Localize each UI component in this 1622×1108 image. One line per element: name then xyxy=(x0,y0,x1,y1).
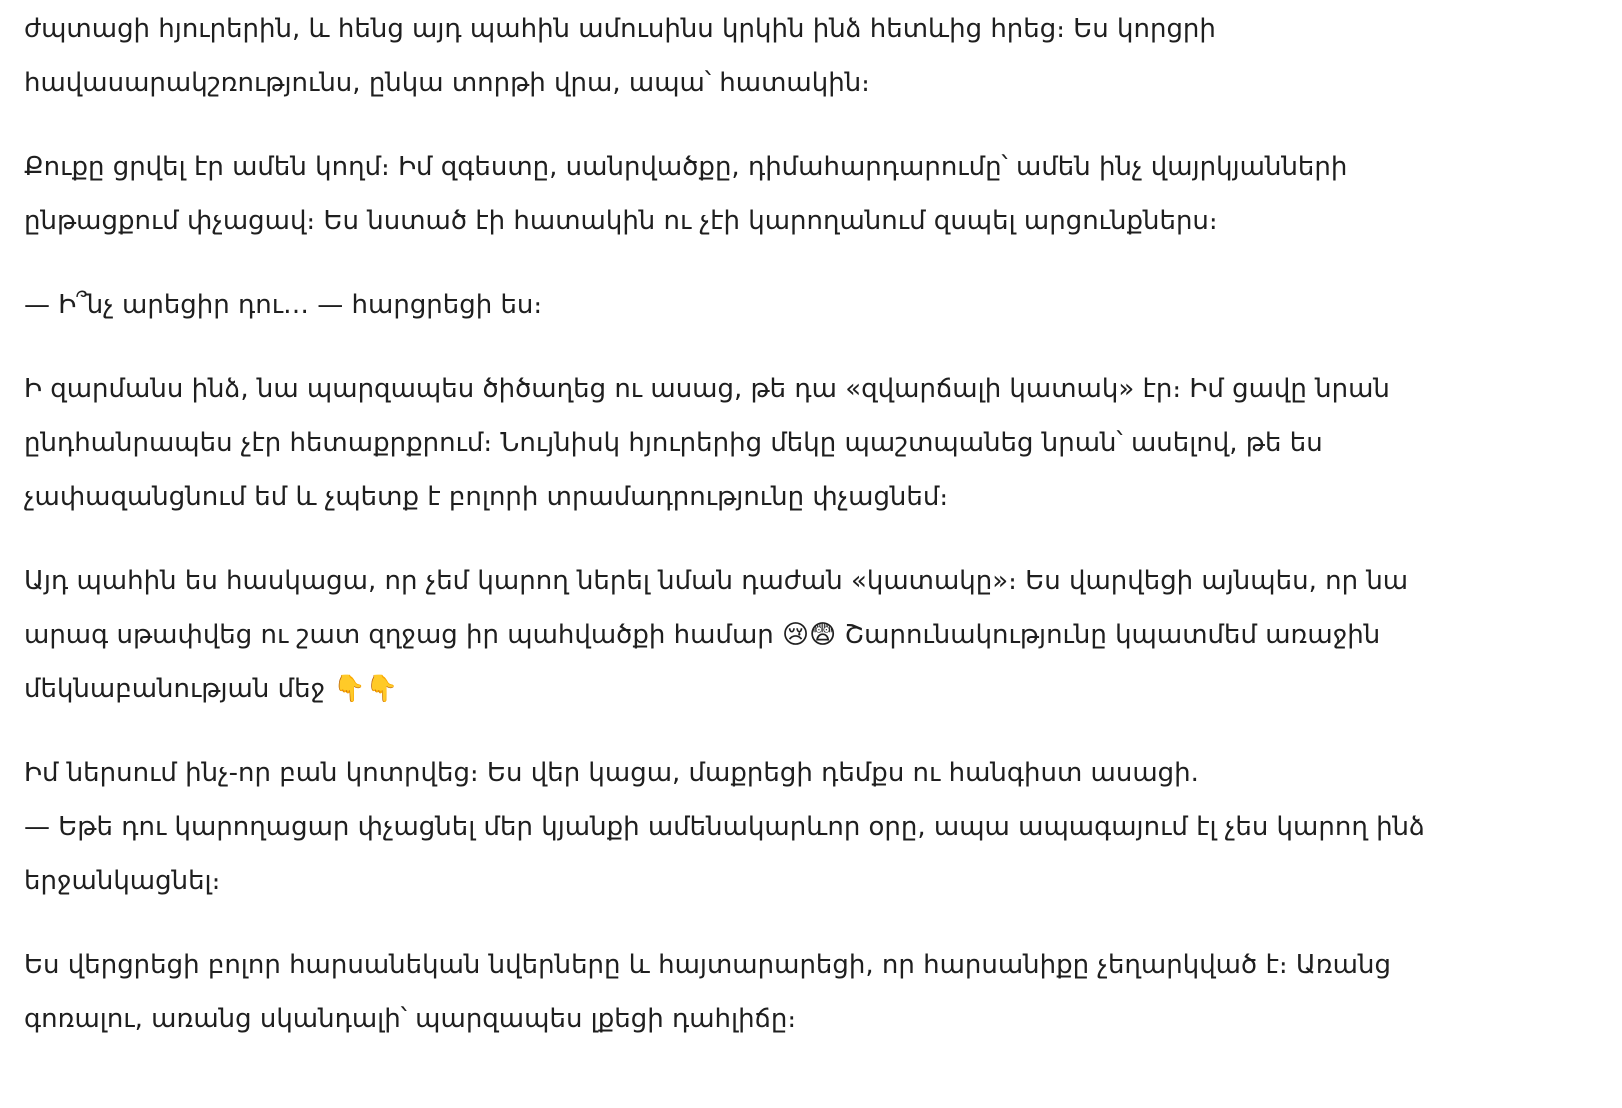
text-line: գոռալու, առանց սկանդալի՝ պարզապես լքեցի դահլիճը։ xyxy=(24,1004,797,1034)
text-line: — Եթե դու կարողացար փչացնել մեր կյանքի ամենակարևոր օրը, ապա ապագայում էլ չես կարող ինձ xyxy=(24,812,1425,842)
text-line: Ի զարմանս ինձ, նա պարզապես ծիծաղեց ու ասաց, թե դա «զվարճալի կատակ» էր։ Իմ ցավը նրան xyxy=(24,374,1390,404)
text-line: հավասարակշռությունս, ընկա տորթի վրա, ապա՝ հատակին։ xyxy=(24,68,870,98)
text-line: Այդ պահին ես հասկացա, որ չեմ կարող ներել նման դաժան «կատակը»։ Ես վարվեցի այնպես, որ նա xyxy=(24,566,1409,596)
text-line: չափազանցնում եմ և չպետք է բոլորի տրամադրությունը փչացնեմ։ xyxy=(24,482,949,512)
paragraph xyxy=(24,140,1584,248)
paragraph xyxy=(24,362,1584,524)
text-line: արագ սթափվեց ու շատ զղջաց իր պահվածքի համար 😢😨 Շարունակությունը կպատմեմ առաջին xyxy=(24,620,1381,650)
paragraph xyxy=(24,554,1584,716)
paragraph xyxy=(24,2,1584,110)
paragraph xyxy=(24,938,1584,1046)
text-line: ընդհանրապես չէր հետաքրքրում։ Նույնիսկ հյուրերից մեկը պաշտպանեց նրան՝ ասելով, թե ես xyxy=(24,428,1323,458)
text-line: ժպտացի հյուրերին, և հենց այդ պահին ամուսինս կրկին ինձ հետևից հրեց։ Ես կորցրի xyxy=(24,14,1216,44)
text-line: — Ի՞նչ արեցիր դու… — հարցրեցի ես։ xyxy=(24,290,543,320)
article-body xyxy=(24,0,1584,1076)
text-line: ընթացքում փչացավ։ Ես նստած էի հատակին ու չէի կարողանում զսպել արցունքներս։ xyxy=(24,206,1218,236)
text-line: Քուքը ցրվել էր ամեն կողմ։ Իմ զգեստը, սանրվածքը, դիմահարդարումը՝ ամեն ինչ վայրկյանների xyxy=(24,152,1348,182)
text-line: Ես վերցրեցի բոլոր հարսանեկան նվերները և հայտարարեցի, որ հարսանիքը չեղարկված է։ Առանց xyxy=(24,950,1391,980)
text-line: մեկնաբանության մեջ 👇👇 xyxy=(24,674,399,704)
text-line: Իմ ներսում ինչ-որ բան կոտրվեց։ Ես վեր կացա, մաքրեցի դեմքս ու հանգիստ ասացի. xyxy=(24,758,1199,788)
text-line: երջանկացնել։ xyxy=(24,866,221,896)
paragraph xyxy=(24,278,1584,332)
paragraph xyxy=(24,746,1584,908)
